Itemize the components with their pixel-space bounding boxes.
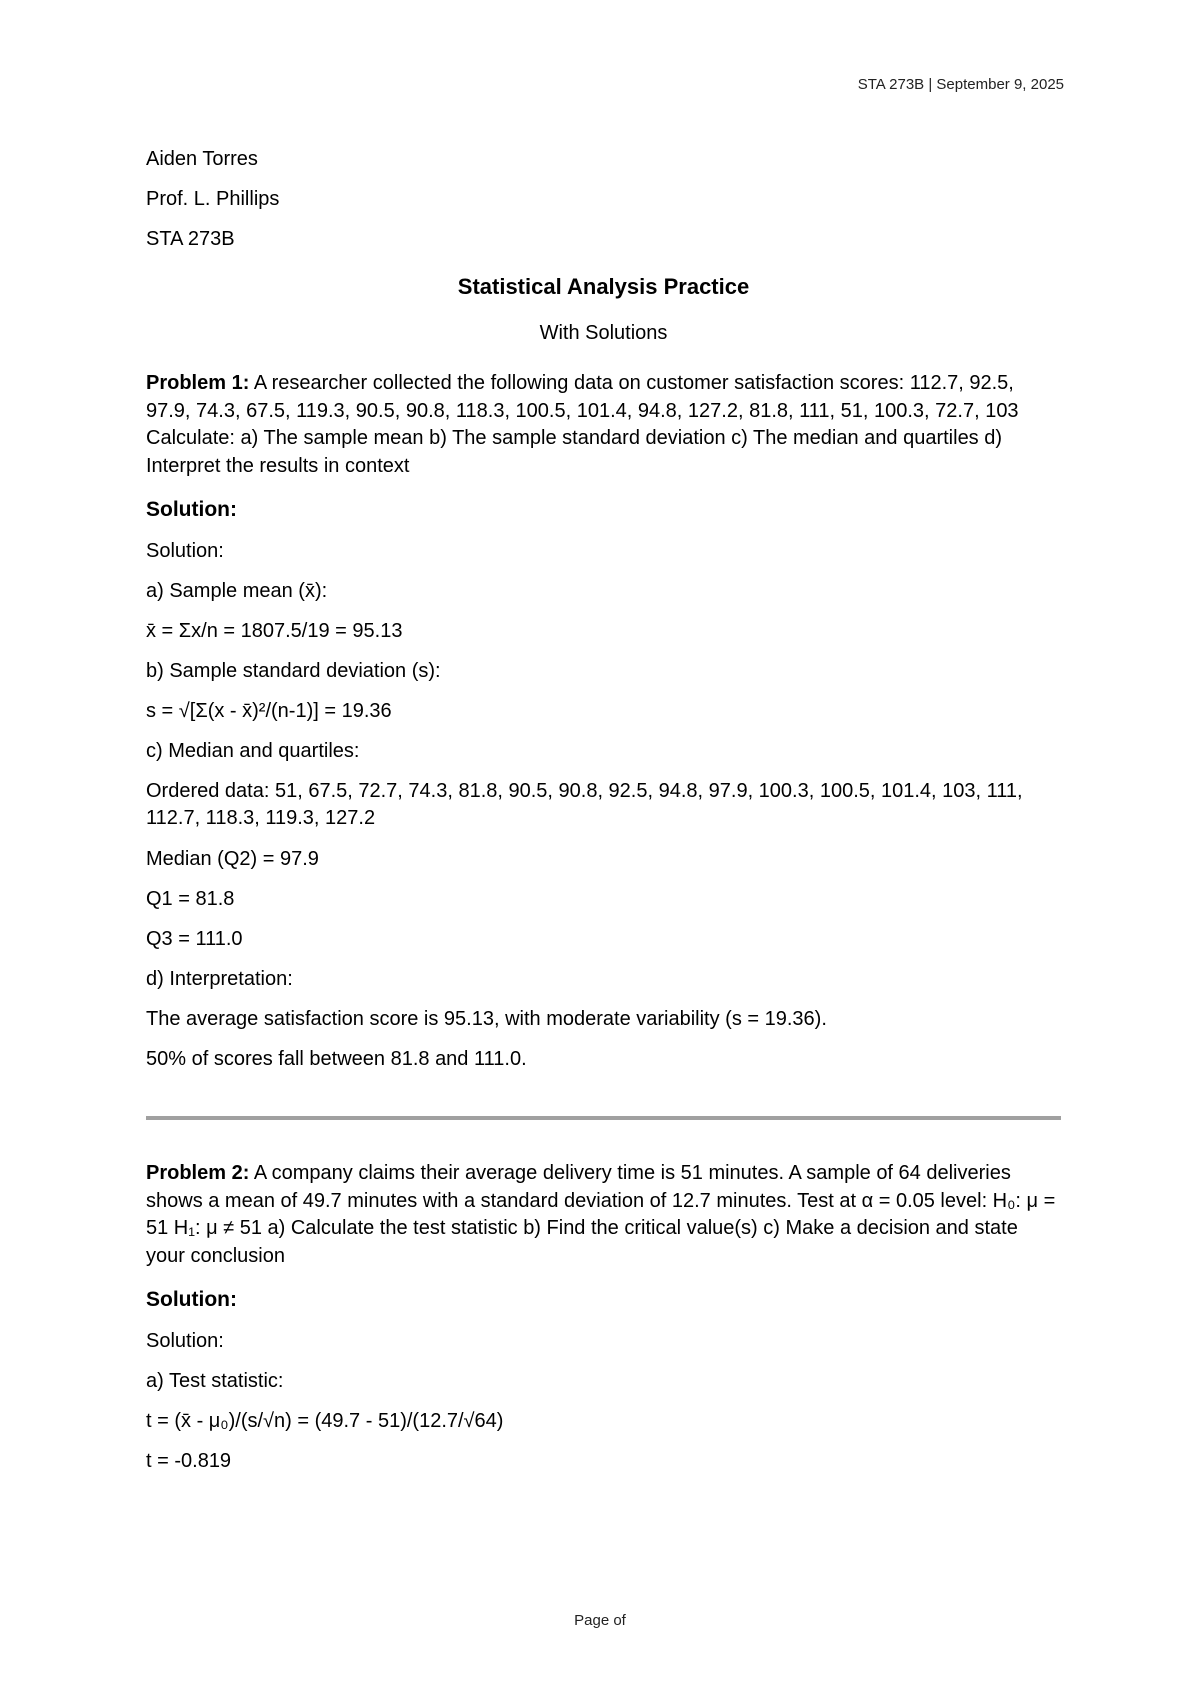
- solution-line: a) Test statistic:: [146, 1370, 284, 1392]
- solution-line: The average satisfaction score is 95.13, with moderate variability (s = 19.36).: [146, 1008, 827, 1030]
- problem-1-solution: [146, 538, 1061, 1072]
- problem-1-text: A researcher collected the following data on customer satisfaction scores: 112.7, 92.5, 97.9, 74.3, 67.5, 119.3, 90.5, 90.8, 118.3, 100.5, 101.4, 94.8, 127.2, 81.8, 111, 51, 100.3, 72.7, 103 Calculate: a) The sample mean b) The sample standard deviation c) The median and quartiles d) Interpret the results in context: [146, 372, 1019, 477]
- solution-line: s = √[Σ(x - x̄)²/(n-1)] = 19.36: [146, 700, 392, 722]
- solution-line: Solution:: [146, 1330, 224, 1352]
- document-title: Statistical Analysis Practice: [457, 274, 750, 299]
- solution-line: Ordered data: 51, 67.5, 72.7, 74.3, 81.8, 90.5, 90.8, 92.5, 94.8, 97.9, 100.3, 100.5, 101.4, 103, 111, 112.7, 118.3, 119.3, 127.2: [146, 780, 1023, 829]
- solution-line: Solution:: [146, 540, 224, 562]
- solution-line: t = -0.819: [146, 1450, 232, 1472]
- problem-1-solution-heading: Solution:: [146, 498, 237, 521]
- document-subtitle: With Solutions: [539, 322, 668, 344]
- problem-1-statement: [146, 370, 1061, 480]
- solution-line: Q3 = 111.0: [146, 928, 243, 950]
- solution-line: a) Sample mean (x̄):: [146, 580, 328, 602]
- problem-2-solution: [146, 1328, 1061, 1474]
- document-body: [146, 146, 1061, 1488]
- problem-1-label: Problem 1:: [146, 372, 250, 394]
- instructor-name: Prof. L. Phillips: [146, 188, 280, 210]
- solution-line: b) Sample standard deviation (s):: [146, 660, 441, 682]
- solution-line: t = (x̄ - μ₀)/(s/√n) = (49.7 - 51)/(12.7/√64): [146, 1410, 504, 1432]
- solution-line: Median (Q2) = 97.9: [146, 848, 319, 870]
- solution-line: x̄ = Σx/n = 1807.5/19 = 95.13: [146, 620, 403, 642]
- problem-2-statement: [146, 1160, 1061, 1270]
- solution-line: c) Median and quartiles:: [146, 740, 360, 762]
- problem-2-label: Problem 2:: [146, 1162, 250, 1184]
- problem-2-text: A company claims their average delivery time is 51 minutes. A sample of 64 deliveries shows a mean of 49.7 minutes with a standard deviation of 12.7 minutes. Test at α = 0.05 level: H₀: μ = 51 H₁: μ ≠ 51 a) Calculate the test statistic b) Find the critical value(s) c) Make a decision and state your conclusion: [146, 1162, 1056, 1267]
- author-name: Aiden Torres: [146, 148, 258, 170]
- solution-line: Q1 = 81.8: [146, 888, 235, 910]
- solution-line: 50% of scores fall between 81.8 and 111.0.: [146, 1048, 527, 1070]
- problem-2-solution-heading: Solution:: [146, 1288, 237, 1311]
- page-footer: Page of: [574, 1612, 626, 1629]
- running-header: STA 273B | September 9, 2025: [857, 76, 1064, 93]
- course-code: STA 273B: [146, 228, 235, 250]
- section-divider: [146, 1116, 1061, 1120]
- solution-line: d) Interpretation:: [146, 968, 293, 990]
